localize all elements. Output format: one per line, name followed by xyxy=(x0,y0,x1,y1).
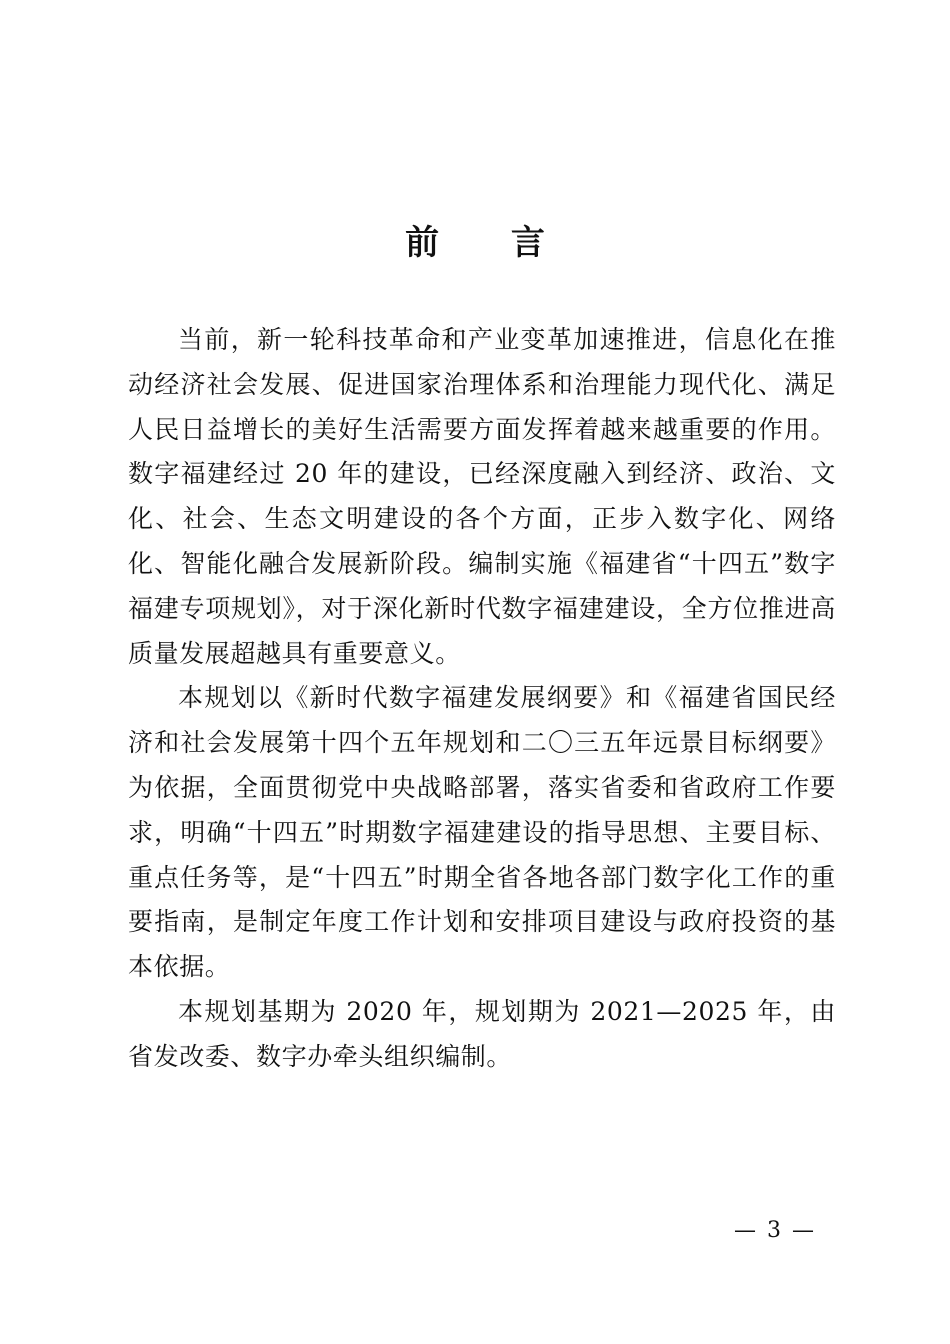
paragraph-3: 本规划基期为 2020 年，规划期为 2021—2025 年，由省发改委、数字办牵头组织编制。 xyxy=(128,996,836,1071)
page-title: 前 言 xyxy=(405,223,575,263)
page-number: — 3 — xyxy=(734,1218,816,1243)
paragraph-2: 本规划以《新时代数字福建发展纲要》和《福建省国民经济和社会发展第十四个五年规划和二〇三五年远景目标纲要》为依据，全面贯彻党中央战略部署，落实省委和省政府工作要求，明确“十四五”时期数字福建建设的指导思想、主要目标、重点任务等，是“十四五”时期全省各地各部门数字化工作的重要指南，是制定年度工作计划和安排项目建设与政府投资的基本依据。 xyxy=(128,683,836,982)
body-text xyxy=(128,318,836,1080)
paragraph-1: 当前，新一轮科技革命和产业变革加速推进，信息化在推动经济社会发展、促进国家治理体系和治理能力现代化、满足人民日益增长的美好生活需要方面发挥着越来越重要的作用。数字福建经过 20 年的建设，已经深度融入到经济、政治、文化、社会、生态文明建设的各个方面，正步入数字化、网络化、智能化融合发展新阶段。编制实施《福建省“十四五”数字福建专项规划》，对于深化新时代数字福建建设，全方位推进高质量发展超越具有重要意义。 xyxy=(128,325,836,668)
